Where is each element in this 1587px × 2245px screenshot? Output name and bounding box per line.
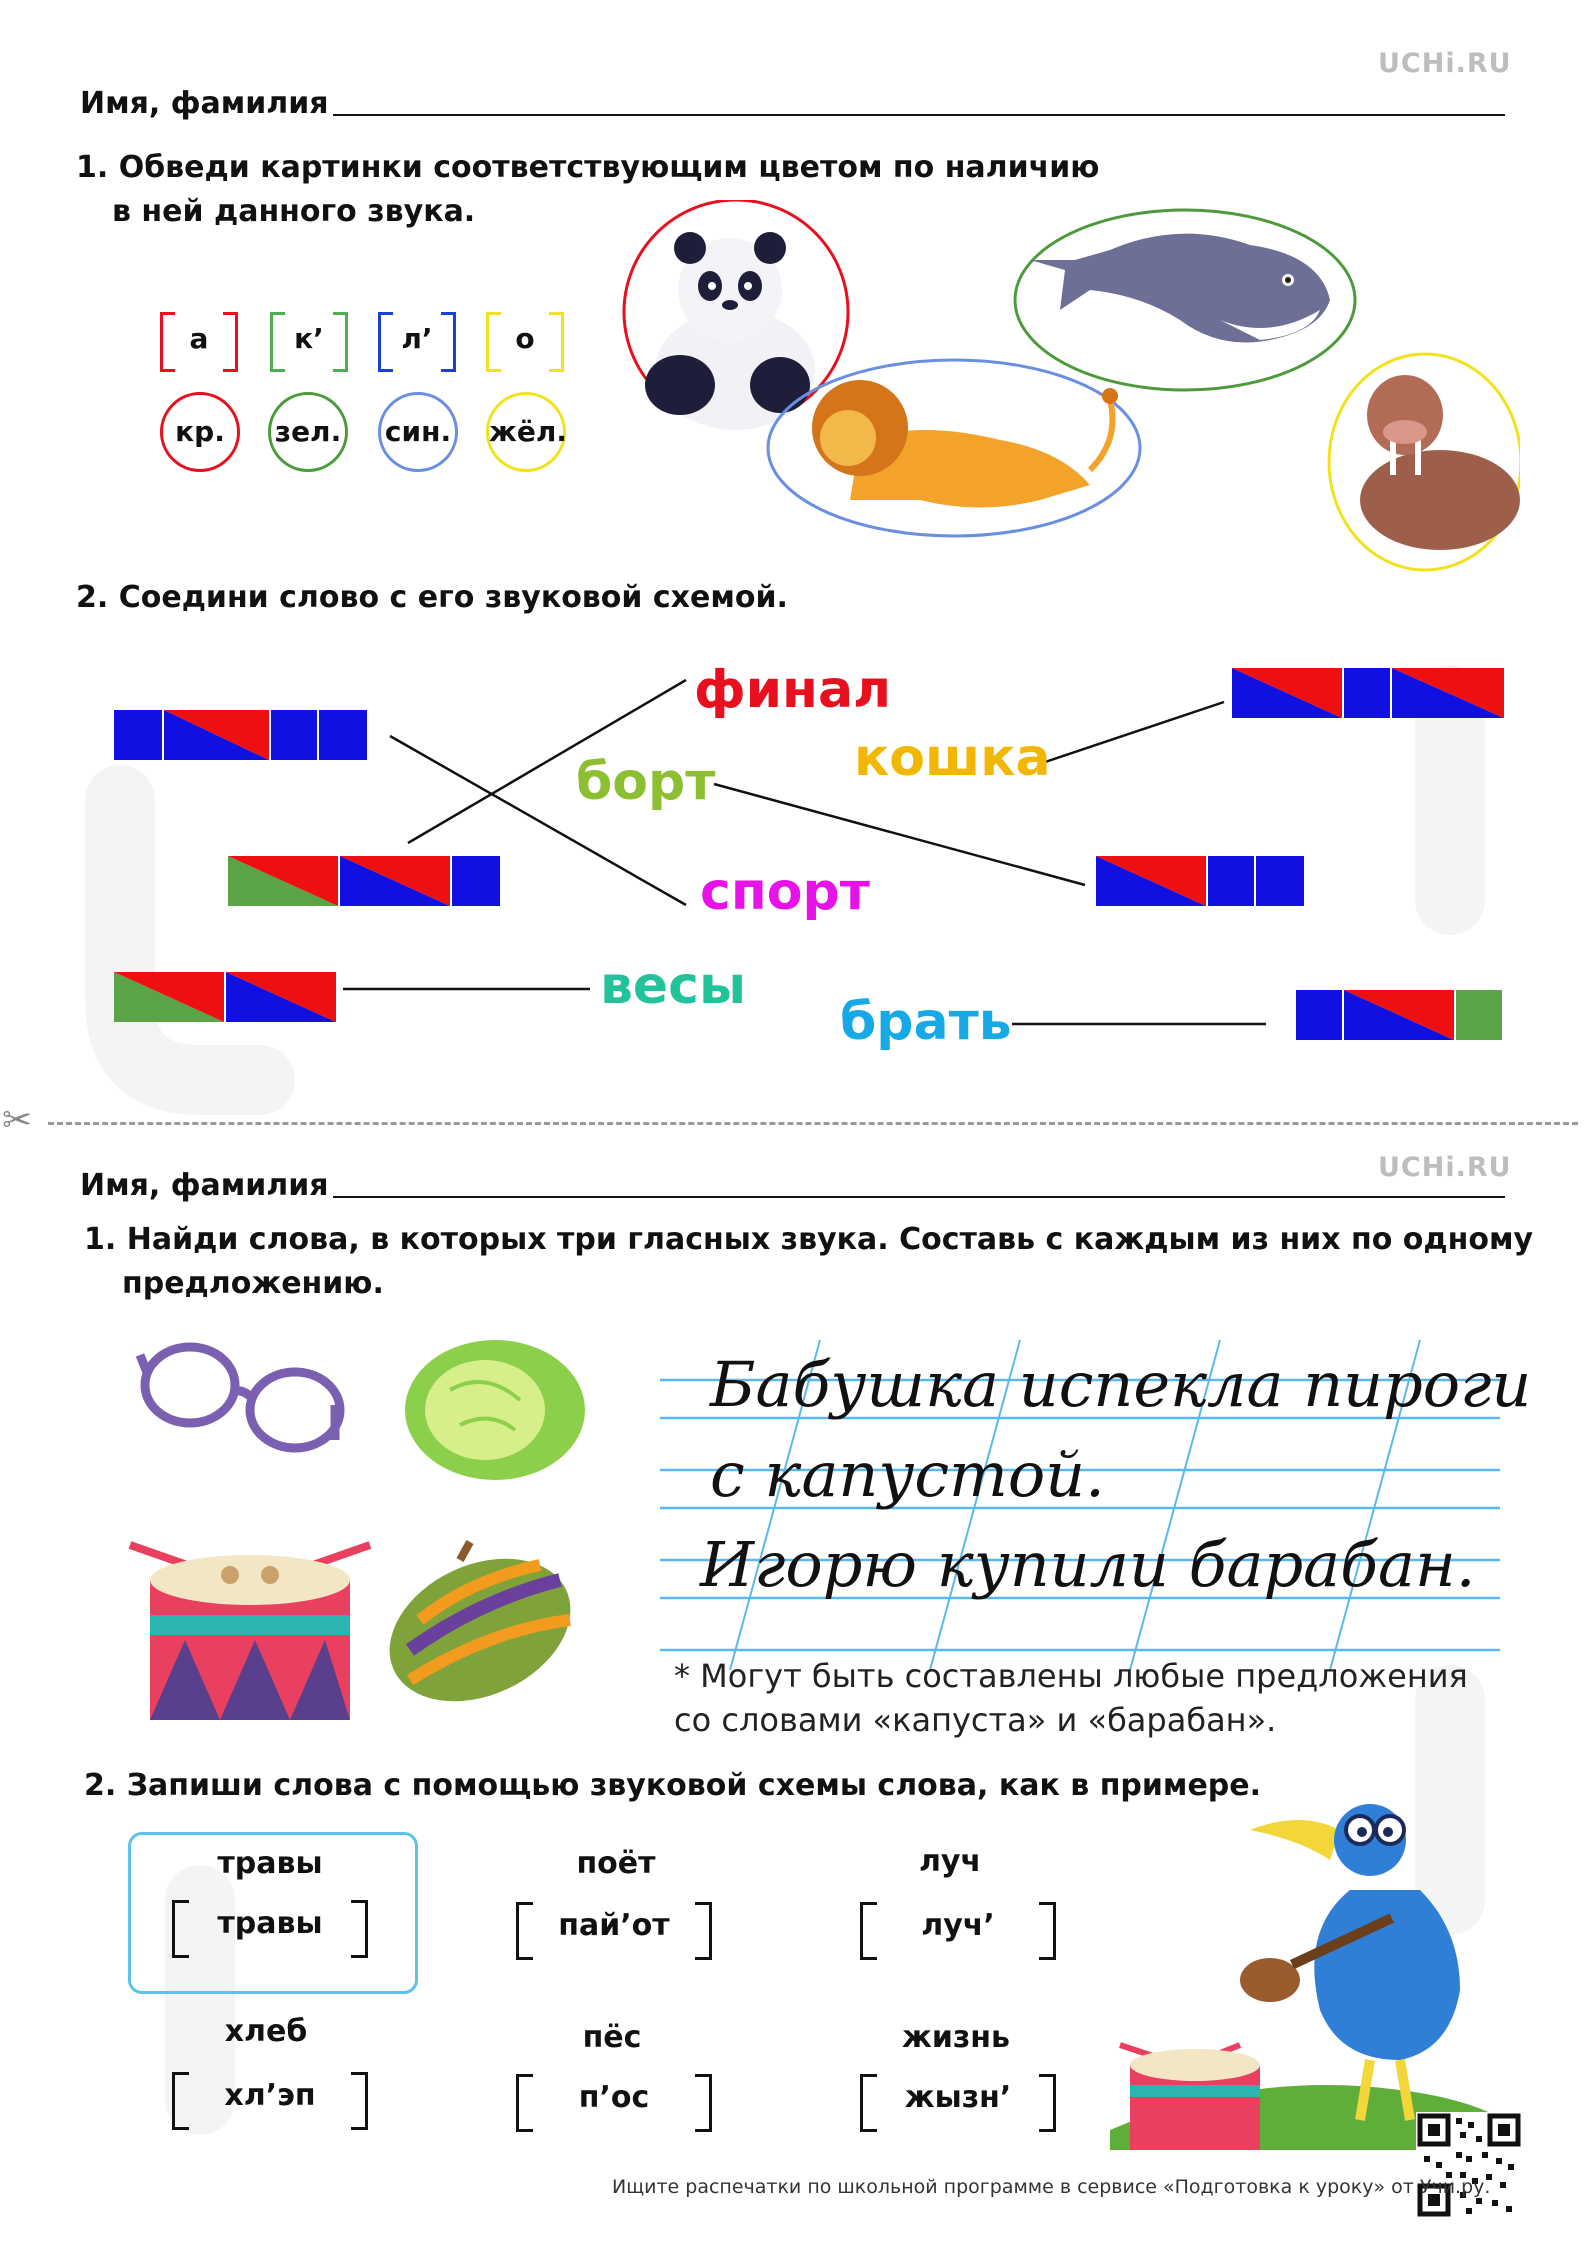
note-line-1: * Могут быть составлены любые предложения bbox=[674, 1657, 1468, 1695]
brand-logo: UCHi.RU bbox=[1378, 48, 1512, 79]
scissors-icon: ✂ bbox=[2, 1100, 33, 1141]
word-label-1: травы bbox=[217, 1846, 323, 1881]
word-brat: брать bbox=[840, 992, 1012, 1052]
items-illustration bbox=[120, 1330, 640, 1730]
cut-line bbox=[48, 1122, 1578, 1125]
task1-line2: в ней данного звука. bbox=[112, 194, 476, 229]
word-box-6: жызн’ bbox=[860, 2074, 1056, 2130]
mascot-illustration bbox=[1100, 1770, 1520, 2150]
drum-image bbox=[130, 1545, 370, 1720]
scheme-4 bbox=[1232, 668, 1504, 718]
word-box-1: травы bbox=[172, 1900, 368, 1956]
bird-mascot-image bbox=[1240, 1804, 1460, 2120]
sound-schemes bbox=[0, 0, 1587, 1100]
s2-task2: 2. Запиши слова с помощью звуковой схемы слова, как в примере. bbox=[84, 1768, 1262, 1803]
word-koshka: кошка bbox=[854, 728, 1051, 788]
scheme-5 bbox=[1096, 856, 1304, 906]
name-line-2 bbox=[333, 1196, 1505, 1198]
scheme-2 bbox=[228, 856, 500, 906]
brand-logo-2: UCHi.RU bbox=[1378, 1152, 1512, 1183]
sound-bracket-l: л’ bbox=[378, 312, 456, 370]
footer-text: Ищите распечатки по школьной программе в сервисе «Подготовка к уроку» от Учи.ру. bbox=[612, 2176, 1491, 2198]
qr-code-icon bbox=[1416, 2112, 1522, 2218]
word-bort: борт bbox=[576, 752, 716, 812]
task1-line1: 1. Обведи картинки соответствующим цветом по наличию bbox=[76, 150, 1100, 185]
word-box-2: пай’от bbox=[516, 1902, 712, 1958]
cabbage-image bbox=[405, 1340, 585, 1480]
word-vesy: весы bbox=[600, 956, 747, 1016]
s2-task1-line1: 1. Найди слова, в которых три гласных звука. Составь с каждым из них по одному bbox=[84, 1222, 1534, 1257]
word-label-2: поёт bbox=[576, 1846, 656, 1881]
scheme-1 bbox=[114, 710, 367, 760]
word-label-5: пёс bbox=[582, 2020, 642, 2055]
word-label-3: луч bbox=[918, 1844, 982, 1879]
sound-bracket-o: о bbox=[486, 312, 564, 370]
handwriting-line-2: с капустой. bbox=[710, 1438, 1105, 1511]
task2: 2. Соедини слово с его звуковой схемой. bbox=[76, 580, 788, 615]
handwriting-line-3: Игорю купили барабан. bbox=[700, 1528, 1476, 1601]
glasses-image bbox=[140, 1347, 340, 1448]
color-key-yellow: жёл. bbox=[486, 392, 566, 472]
word-box-3: луч’ bbox=[860, 1902, 1056, 1958]
spinning-top-image bbox=[366, 1531, 593, 1729]
color-key-red: кр. bbox=[160, 392, 240, 472]
name-label-2: Имя, фамилия bbox=[80, 1168, 329, 1203]
note-line-2: со словами «капуста» и «барабан». bbox=[674, 1701, 1277, 1739]
word-label-4: хлеб bbox=[224, 2014, 308, 2049]
word-box-5: п’ос bbox=[516, 2074, 712, 2130]
scheme-6 bbox=[1296, 990, 1502, 1040]
sound-bracket-k: к’ bbox=[270, 312, 348, 370]
s2-task1-line2: предложению. bbox=[122, 1266, 384, 1301]
color-key-green: зел. bbox=[268, 392, 348, 472]
word-box-4: хл’эп bbox=[172, 2072, 368, 2128]
handwriting-line-1: Бабушка испекла пироги bbox=[710, 1348, 1532, 1421]
name-label: Имя, фамилия bbox=[80, 86, 329, 121]
word-final: финал bbox=[694, 660, 892, 720]
sound-bracket-a: а bbox=[160, 312, 238, 370]
small-drum-image bbox=[1120, 2045, 1260, 2150]
color-key-blue: син. bbox=[378, 392, 458, 472]
word-label-6: жизнь bbox=[901, 2020, 1010, 2055]
scheme-3 bbox=[114, 972, 336, 1022]
word-sport: спорт bbox=[700, 862, 870, 922]
